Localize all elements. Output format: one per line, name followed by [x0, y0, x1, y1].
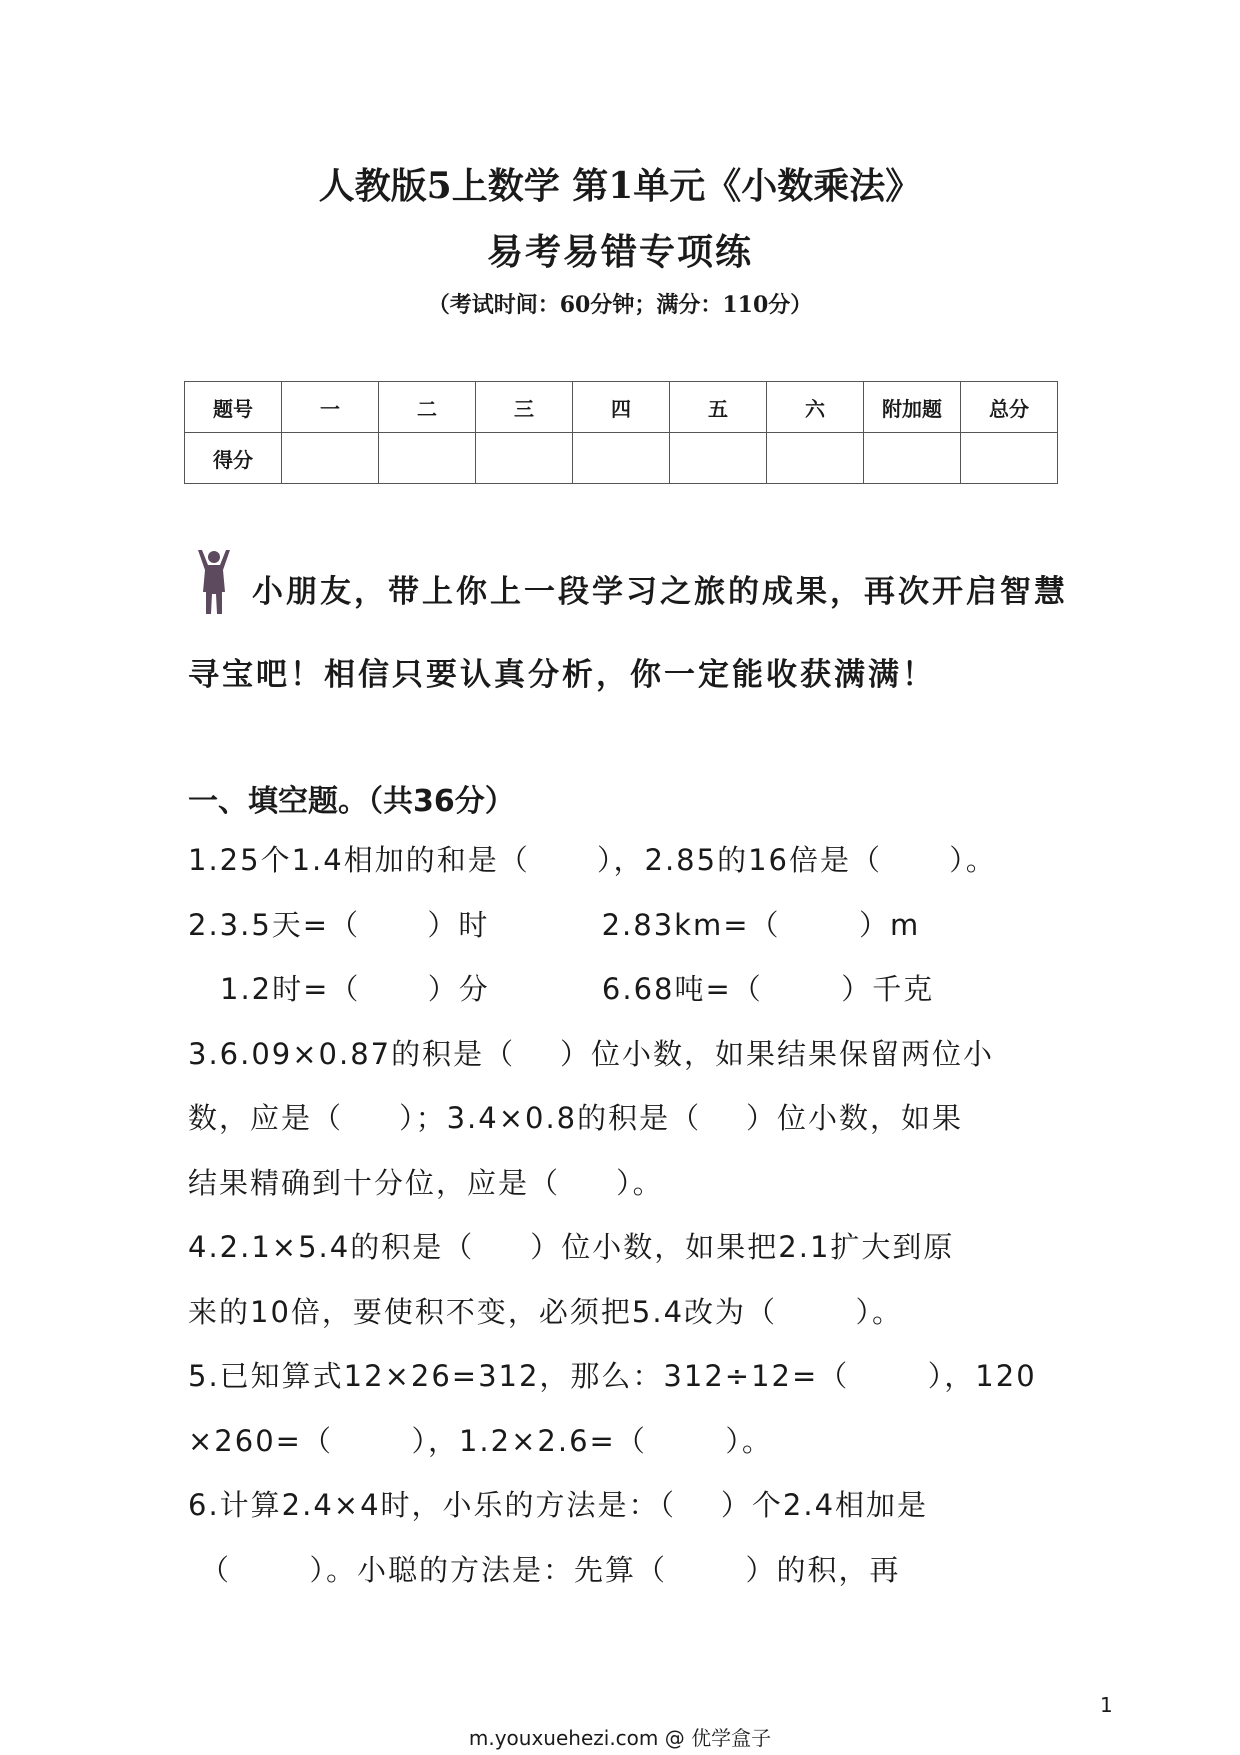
question-line: 4.2.1×5.4的积是（ ）位小数，如果把2.1扩大到原	[188, 1230, 955, 1264]
header-cell: 四	[573, 382, 670, 433]
score-cell	[573, 433, 670, 484]
page-subtitle: 易考易错专项练	[486, 231, 753, 273]
score-cell	[961, 433, 1058, 484]
question-line: ×260=（ ），1.2×2.6=（ ）。	[188, 1424, 773, 1458]
question-line: 结果精确到十分位，应是（ ）。	[188, 1166, 664, 1200]
question-line: 数，应是（ ）；3.4×0.8的积是（ ）位小数，如果	[188, 1101, 964, 1135]
question-line: （ ）。小聪的方法是：先算（ ）的积，再	[200, 1553, 901, 1587]
score-cell	[864, 433, 961, 484]
score-table-score-row	[185, 433, 1058, 484]
footer-watermark: m.youxuehezi.com @ 优学盒子	[468, 1726, 772, 1750]
header-cell: 三	[476, 382, 573, 433]
person-arms-raised-icon	[194, 548, 234, 616]
score-cell	[282, 433, 379, 484]
header-cell: 五	[670, 382, 767, 433]
exam-info: （考试时间：60分钟；满分：110分）	[427, 292, 813, 318]
question-line: 1.25个1.4相加的和是（ ），2.85的16倍是（ ）。	[188, 843, 997, 877]
question-line: 来的10倍，要使积不变，必须把5.4改为（ ）。	[188, 1295, 904, 1329]
header-cell: 附加题	[864, 382, 961, 433]
header-cell: 题号	[185, 382, 282, 433]
question-line: 3.6.09×0.87的积是（ ）位小数，如果结果保留两位小	[188, 1037, 994, 1071]
page-number: 1	[1100, 1693, 1113, 1717]
header-cell: 总分	[961, 382, 1058, 433]
score-table-header-row	[185, 382, 1058, 433]
score-cell	[767, 433, 864, 484]
intro-line-1: 小朋友，带上你上一段学习之旅的成果，再次开启智慧	[252, 574, 1068, 610]
score-cell	[476, 433, 573, 484]
page-title: 人教版5上数学 第1单元《小数乘法》	[318, 165, 922, 207]
section-title: 一、填空题。（共36分）	[188, 784, 515, 819]
intro-line-2: 寻宝吧！相信只要认真分析，你一定能收获满满！	[188, 657, 936, 693]
score-cell	[379, 433, 476, 484]
question-line: 1.2时=（ ）分 6.68吨=（ ）千克	[220, 972, 935, 1006]
question-line: 5.已知算式12×26=312，那么：312÷12=（ ），120	[188, 1359, 1037, 1393]
row-label: 得分	[185, 433, 282, 484]
question-line: 2.3.5天=（ ）时 2.83km=（ ）m	[188, 908, 921, 942]
header-cell: 二	[379, 382, 476, 433]
score-cell	[670, 433, 767, 484]
header-cell: 一	[282, 382, 379, 433]
score-table	[184, 381, 1058, 484]
question-line: 6.计算2.4×4时，小乐的方法是：（ ）个2.4相加是	[188, 1488, 929, 1522]
header-cell: 六	[767, 382, 864, 433]
